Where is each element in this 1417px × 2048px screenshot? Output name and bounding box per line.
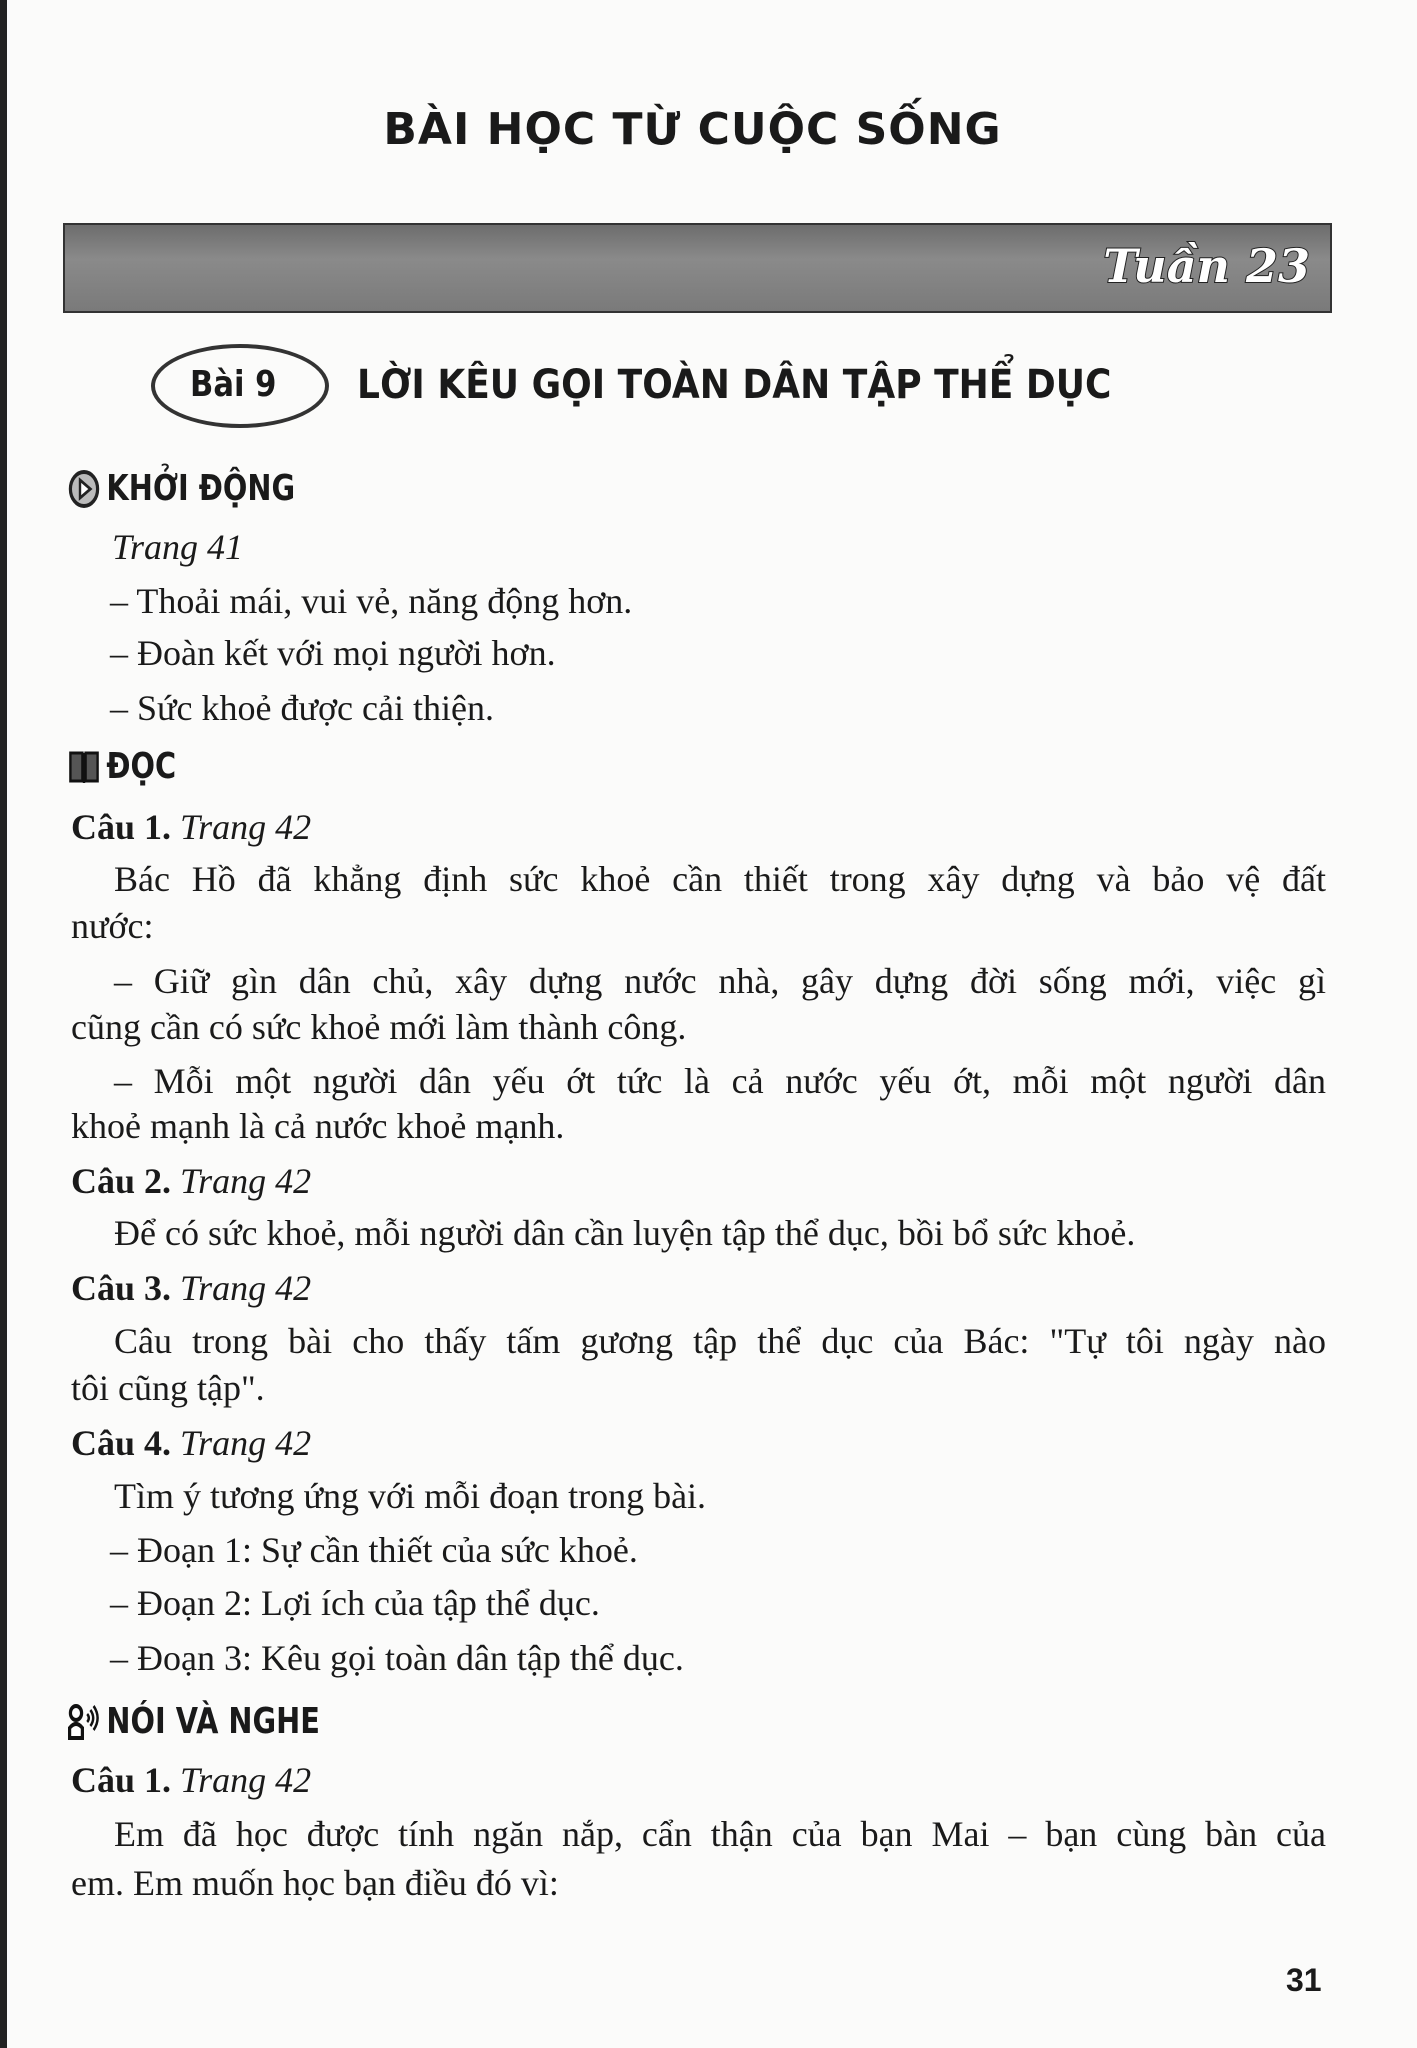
question-heading: Câu 1. Trang 42: [71, 807, 312, 847]
page-edge: [0, 0, 7, 2048]
question-heading: Câu 3. Trang 42: [71, 1268, 312, 1308]
play-icon: [68, 469, 100, 509]
week-label: Tuần 23: [1103, 239, 1310, 293]
list-item: – Đoạn 2: Lợi ích của tập thể dục.: [110, 1583, 600, 1623]
section-heading: NÓI VÀ NGHE: [106, 1701, 320, 1742]
speaking-listening-icon: [68, 1702, 100, 1742]
list-item: – Đoàn kết với mọi người hơn.: [110, 633, 556, 673]
text-line: Em đã học được tính ngăn nắp, cẩn thận của bạn Mai – bạn cùng bàn của: [114, 1814, 1326, 1854]
section-noi-va-nghe: [68, 1701, 320, 1742]
lesson-number: Bài 9: [190, 364, 277, 405]
book-icon: [68, 747, 100, 787]
text-line: – Giữ gìn dân chủ, xây dựng nước nhà, gây dựng đời sống mới, việc gì: [114, 961, 1326, 1001]
list-item: – Thoải mái, vui vẻ, năng động hơn.: [110, 581, 633, 621]
text-line: Tìm ý tương ứng với mỗi đoạn trong bài.: [114, 1476, 707, 1516]
week-banner: [63, 223, 1332, 313]
text-line: khoẻ mạnh là cả nước khoẻ mạnh.: [71, 1106, 565, 1146]
page-title: BÀI HỌC TỪ CUỘC SỐNG: [383, 104, 1002, 155]
text-line: Để có sức khoẻ, mỗi người dân cần luyện tập thể dục, bồi bổ sức khoẻ.: [114, 1213, 1136, 1253]
text-line: em. Em muốn học bạn điều đó vì:: [71, 1863, 559, 1903]
question-heading: Câu 2. Trang 42: [71, 1161, 312, 1201]
text-line: Bác Hồ đã khẳng định sức khoẻ cần thiết trong xây dựng và bảo vệ đất: [114, 859, 1326, 899]
lesson-title: LỜI KÊU GỌI TOÀN DÂN TẬP THỂ DỤC: [357, 362, 1112, 408]
section-heading: ĐỌC: [106, 746, 177, 787]
text-line: cũng cần có sức khoẻ mới làm thành công.: [71, 1007, 687, 1047]
section-khoi-dong: [68, 468, 295, 509]
section-doc: [68, 746, 176, 787]
page-number: 31: [1286, 1962, 1322, 1998]
text-line: Câu trong bài cho thấy tấm gương tập thể dục của Bác: "Tự tôi ngày nào: [114, 1321, 1326, 1361]
text-line: – Mỗi một người dân yếu ớt tức là cả nước yếu ớt, mỗi một người dân: [114, 1061, 1326, 1101]
list-item: – Sức khoẻ được cải thiện.: [110, 688, 494, 728]
question-heading: Câu 4. Trang 42: [71, 1423, 312, 1463]
text-line: tôi cũng tập".: [71, 1368, 265, 1408]
page-ref: Trang 41: [112, 527, 244, 567]
question-heading: Câu 1. Trang 42: [71, 1760, 312, 1800]
text-line: nước:: [71, 906, 154, 946]
list-item: – Đoạn 3: Kêu gọi toàn dân tập thể dục.: [110, 1638, 684, 1678]
section-heading: KHỞI ĐỘNG: [106, 468, 296, 509]
list-item: – Đoạn 1: Sự cần thiết của sức khoẻ.: [110, 1530, 638, 1570]
